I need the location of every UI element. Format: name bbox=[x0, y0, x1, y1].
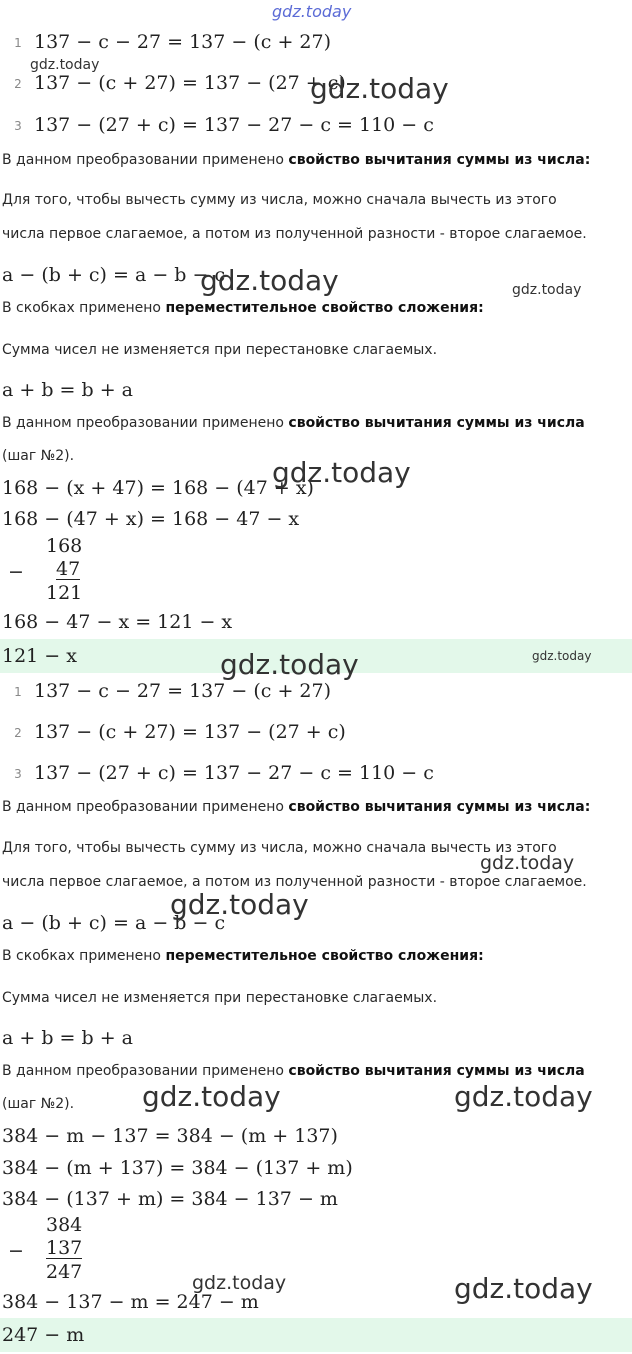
calc-line: 168 − 47 − x = 121 − x bbox=[2, 611, 233, 633]
rule-paragraph: В данном преобразовании применено свойство вычитания суммы из числа: bbox=[2, 799, 591, 815]
watermark: gdz.today bbox=[512, 282, 582, 298]
rule-paragraph: В данном преобразовании применено свойство вычитания суммы из числа: bbox=[2, 152, 591, 168]
watermark: gdz.today bbox=[272, 2, 352, 21]
column-minuend: 168 bbox=[46, 535, 83, 557]
rule-text: числа первое слагаемое, а потом из полученной разности - второе слагаемое. bbox=[2, 874, 587, 890]
calc-line: 384 − m − 137 = 384 − (m + 137) bbox=[2, 1125, 338, 1147]
rule-paragraph: В данном преобразовании применено свойство вычитания суммы из числа bbox=[2, 1063, 585, 1079]
column-subtrahend: 137 bbox=[46, 1237, 83, 1259]
answer-box bbox=[0, 1318, 632, 1352]
watermark: gdz.today bbox=[192, 1272, 287, 1294]
watermark: gdz.today bbox=[480, 852, 575, 874]
watermark: gdz.today bbox=[310, 72, 449, 105]
column-result: 121 bbox=[46, 582, 83, 604]
rule-text: числа первое слагаемое, а потом из полученной разности - второе слагаемое. bbox=[2, 226, 587, 242]
step-number: 1 bbox=[14, 685, 22, 699]
column-subtrahend: 47 bbox=[56, 558, 81, 580]
rule-text: Сумма чисел не изменяется при перестановке слагаемых. bbox=[2, 990, 438, 1006]
step-number: 3 bbox=[14, 119, 22, 133]
watermark: gdz.today bbox=[272, 456, 411, 489]
formula: a + b = b + a bbox=[2, 1027, 133, 1049]
formula: a + b = b + a bbox=[2, 379, 133, 401]
calc-line: 168 − (x + 47) = 168 − (47 + x) bbox=[2, 477, 314, 499]
watermark: gdz.today bbox=[532, 649, 592, 663]
step-number: 2 bbox=[14, 77, 22, 91]
answer: 121 − x bbox=[2, 645, 77, 667]
rule-text: (шаг №2). bbox=[2, 1096, 75, 1112]
step-expression: 137 − (27 + c) = 137 − 27 − c = 110 − c bbox=[34, 114, 434, 136]
step-expression: 137 − (27 + c) = 137 − 27 − c = 110 − c bbox=[34, 762, 434, 784]
step-expression: 137 − c − 27 = 137 − (c + 27) bbox=[34, 680, 331, 702]
formula: a − (b + c) = a − b − c bbox=[2, 264, 226, 286]
step-number: 3 bbox=[14, 767, 22, 781]
column-sign: − bbox=[8, 561, 24, 583]
calc-line: 384 − (137 + m) = 384 − 137 − m bbox=[2, 1188, 338, 1210]
watermark: gdz.today bbox=[30, 57, 100, 73]
column-result: 247 bbox=[46, 1261, 83, 1283]
column-sign: − bbox=[8, 1240, 24, 1262]
step-expression: 137 − (c + 27) = 137 − (27 + c) bbox=[34, 721, 346, 743]
rule-paragraph: В скобках применено переместительное свойство сложения: bbox=[2, 300, 484, 316]
rule-paragraph: В скобках применено переместительное свойство сложения: bbox=[2, 948, 484, 964]
rule-text: Для того, чтобы вычесть сумму из числа, можно сначала вычесть из этого bbox=[2, 840, 557, 856]
answer-box bbox=[0, 639, 632, 673]
step-expression: 137 − c − 27 = 137 − (c + 27) bbox=[34, 31, 331, 53]
watermark: gdz.today bbox=[170, 888, 309, 921]
rule-paragraph: В данном преобразовании применено свойство вычитания суммы из числа bbox=[2, 415, 585, 431]
formula: a − (b + c) = a − b − c bbox=[2, 912, 226, 934]
rule-text: Сумма чисел не изменяется при перестановке слагаемых. bbox=[2, 342, 438, 358]
watermark: gdz.today bbox=[142, 1080, 281, 1113]
rule-text: (шаг №2). bbox=[2, 448, 75, 464]
watermark: gdz.today bbox=[220, 648, 359, 681]
answer: 247 − m bbox=[2, 1324, 85, 1346]
calc-line: 384 − (m + 137) = 384 − (137 + m) bbox=[2, 1157, 353, 1179]
rule-text: Для того, чтобы вычесть сумму из числа, можно сначала вычесть из этого bbox=[2, 192, 557, 208]
column-minuend: 384 bbox=[46, 1214, 83, 1236]
calc-line: 168 − (47 + x) = 168 − 47 − x bbox=[2, 508, 300, 530]
calc-line: 384 − 137 − m = 247 − m bbox=[2, 1291, 259, 1313]
watermark: gdz.today bbox=[454, 1080, 593, 1113]
step-number: 2 bbox=[14, 726, 22, 740]
watermark: gdz.today bbox=[200, 264, 339, 297]
watermark: gdz.today bbox=[454, 1272, 593, 1305]
step-expression: 137 − (c + 27) = 137 − (27 + c) bbox=[34, 72, 346, 94]
step-number: 1 bbox=[14, 36, 22, 50]
